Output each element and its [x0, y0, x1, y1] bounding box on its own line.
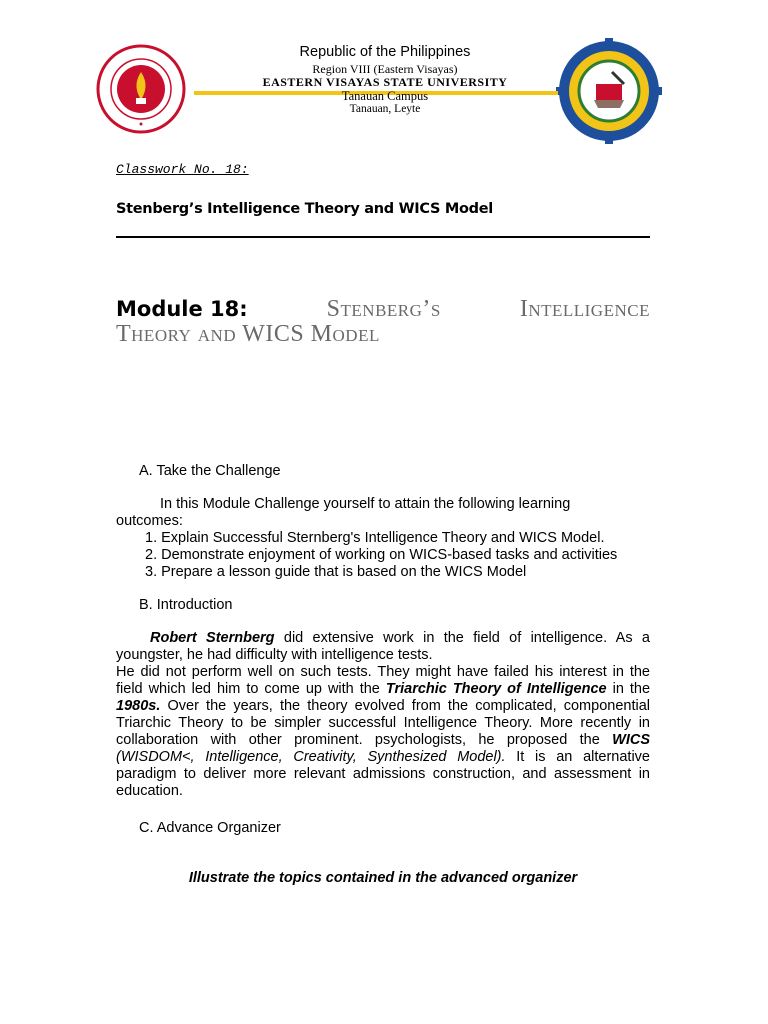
- module-title-word-1: Stenberg’s: [326, 296, 441, 322]
- intro-paragraph-2-text-b: in the: [606, 681, 651, 697]
- intro-paragraph-2-text-d: It is an alternative paradigm to deliver more relevant admissions construction, and assessment in education.: [116, 749, 650, 799]
- decade-term: 1980s.: [116, 698, 161, 714]
- list-item: 3. Prepare a lesson guide that is based on the WICS Model: [145, 564, 527, 580]
- section-b-heading: B. Introduction: [139, 597, 233, 613]
- author-name: Robert Sternberg: [150, 630, 275, 646]
- intro-paragraph-1: [116, 630, 650, 664]
- module-number: Module 18:: [116, 297, 248, 321]
- module-title-word-2: Intelligence: [519, 296, 650, 322]
- classwork-number: Classwork No. 18:: [116, 162, 249, 177]
- section-a-intro: [116, 496, 650, 513]
- triarchic-theory-term: Triarchic Theory of Intelligence: [385, 681, 607, 697]
- intro-paragraph-2: [116, 664, 650, 800]
- intro-paragraph-2-text-a: He did not perform well on such tests. They might have failed his interest in the field which led him to come up with the: [116, 664, 650, 697]
- wics-term: WICS: [612, 732, 650, 748]
- section-a-heading: A. Take the Challenge: [139, 463, 281, 479]
- intro-paragraph-1-text: did extensive work in the field of intelligence. As a youngster, he had difficulty with intelligence tests.: [116, 630, 650, 663]
- header-campus: Tanauan Campus: [341, 89, 429, 103]
- module-title-line-2: Theory and WICS Model: [116, 321, 380, 347]
- header-university-name: EASTERN VISAYAS STATE UNIVERSITY: [262, 75, 508, 89]
- header-republic: Republic of the Philippines: [299, 44, 471, 60]
- intro-paragraph-2-text-c: Over the years, the theory evolved from the complicated, componential Triarchic Theory to be simpler successful Intelligence Theory. More recently in collaboration with other prominent. psychologists, he proposed the: [116, 698, 650, 748]
- section-a-intro-line-1: In this Module Challenge yourself to attain the following learning: [160, 496, 571, 512]
- list-item: 1. Explain Successful Sternberg's Intelligence Theory and WICS Model.: [145, 530, 605, 546]
- university-seal-logo: [96, 44, 186, 134]
- list-item: 2. Demonstrate enjoyment of working on WICS-based tasks and activities: [145, 547, 618, 563]
- section-c-heading: C. Advance Organizer: [139, 820, 281, 836]
- header-location: Tanauan, Leyte: [349, 103, 421, 115]
- module-title: [116, 296, 650, 348]
- header-region: Region VIII (Eastern Visayas): [312, 62, 458, 76]
- wics-definition: (WISDOM<, Intelligence, Creativity, Synthesized Model).: [116, 749, 506, 765]
- section-a-intro-line-2: outcomes:: [116, 513, 183, 529]
- learning-outcomes-list: [145, 530, 617, 581]
- horizontal-rule: [116, 236, 650, 238]
- document-subtitle: Stenberg’s Intelligence Theory and WICS Model: [116, 201, 493, 217]
- advance-organizer-instruction: Illustrate the topics contained in the advanced organizer: [188, 870, 578, 886]
